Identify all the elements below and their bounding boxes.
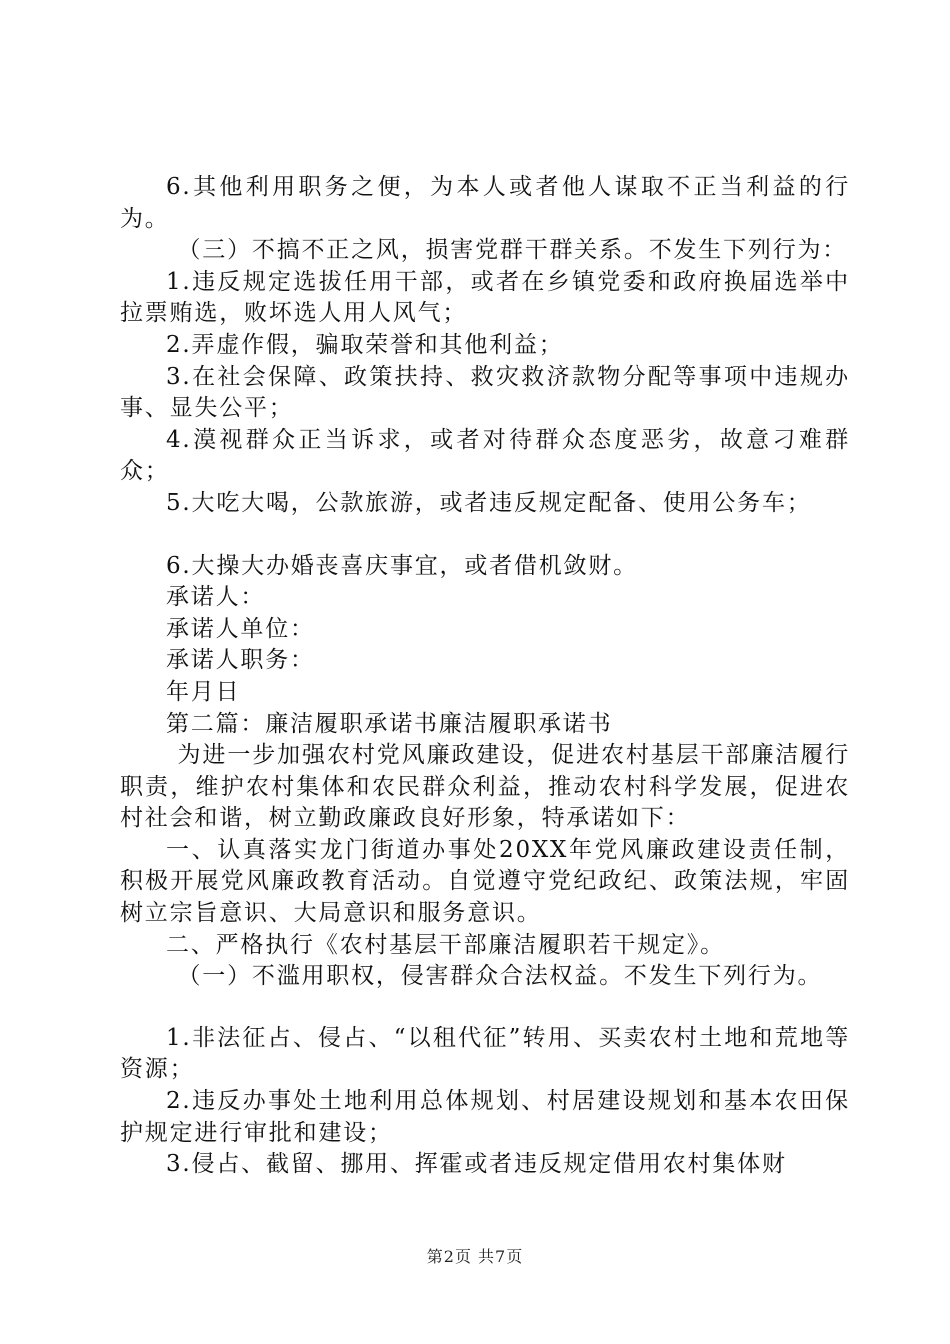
paragraph: 5.大吃大喝，公款旅游，或者违反规定配备、使用公务车；: [166, 489, 812, 516]
paragraph: 6.大操大办婚丧喜庆事宜，或者借机敛财。: [166, 552, 638, 579]
paragraph: （一）不滥用职权，侵害群众合法权益。不发生下列行为。: [177, 963, 823, 990]
paragraph: 为进一步加强农村党风廉政建设，促进农村基层干部廉洁履行职责，维护农村集体和农民群众利益，推动农村科学发展，促进农村社会和谐，树立勤政廉政良好形象，特承诺如下：: [120, 742, 850, 832]
promisor-unit-label: 承诺人单位：: [166, 615, 315, 642]
promisor-position-label: 承诺人职务：: [166, 647, 315, 674]
paragraph: 3.侵占、截留、挪用、挥霍或者违反规定借用农村集体财: [166, 1151, 787, 1178]
page-footer: 第2页 共7页: [426, 1247, 524, 1266]
date-label: 年月日: [166, 678, 241, 705]
paragraph: 3.在社会保障、政策扶持、救灾救济款物分配等事项中违规办事、显失公平；: [120, 363, 850, 422]
paragraph: 一、认真落实龙门街道办事处20XX年党风廉政建设责任制，积极开展党风廉政教育活动。自觉遵守党纪政纪、政策法规，牢固树立宗旨意识、大局意识和服务意识。: [120, 836, 850, 927]
paragraph: 2.弄虚作假，骗取荣誉和其他利益；: [166, 331, 564, 358]
paragraph: 2.违反办事处土地利用总体规划、村居建设规划和基本农田保护规定进行审批和建设；: [120, 1088, 850, 1146]
section-title: 第二篇：廉洁履职承诺书廉洁履职承诺书: [166, 710, 613, 737]
paragraph: 6.其他利用职务之便，为本人或者他人谋取不正当利益的行为。: [120, 174, 850, 232]
paragraph: 1.违反规定选拔任用干部，或者在乡镇党委和政府换届选举中拉票贿选，败坏选人用人风气；: [120, 268, 850, 327]
paragraph: 二、严格执行《农村基层干部廉洁履职若干规定》。: [166, 931, 725, 958]
document-body: [120, 172, 850, 1181]
promisor-label: 承诺人：: [166, 584, 266, 611]
paragraph: 4.漠视群众正当诉求，或者对待群众态度恶劣，故意刁难群众；: [120, 426, 850, 485]
paragraph: （三）不搞不正之风，损害党群干群关系。不发生下列行为：: [177, 237, 848, 264]
paragraph: 1.非法征占、侵占、“以租代征”转用、买卖农村土地和荒地等资源；: [120, 1024, 850, 1083]
